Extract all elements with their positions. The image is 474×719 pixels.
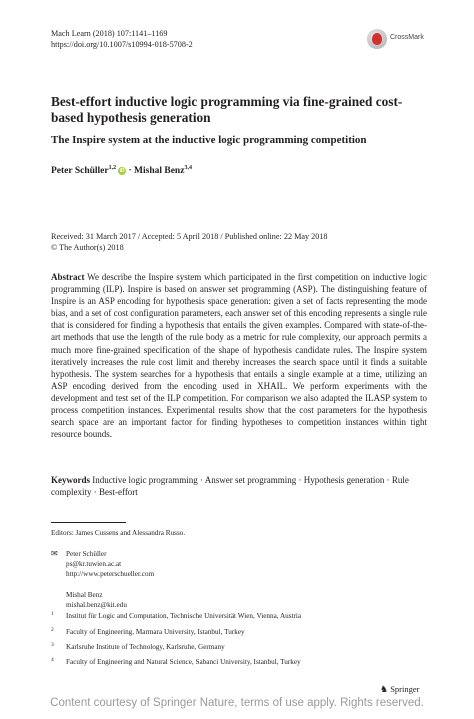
journal-citation: Mach Learn (2018) 107:1141–1169 xyxy=(51,29,168,38)
affiliation-text: Karlsruhe Institute of Technology, Karlsruhe, Germany xyxy=(66,643,225,651)
affiliation-text: Faculty of Engineering and Natural Science, Sabanci University, Istanbul, Turkey xyxy=(66,658,301,666)
doi-link[interactable]: https://doi.org/10.1007/s10994-018-5708-2 xyxy=(51,39,193,49)
paper-subtitle: The Inspire system at the inductive logic programming competition xyxy=(51,134,367,146)
corr-website[interactable]: http://www.peterschueller.com xyxy=(66,570,155,579)
abstract-section xyxy=(51,271,427,440)
journal-header xyxy=(51,29,193,50)
crossmark-badge[interactable] xyxy=(367,29,437,51)
copyright-notice: © The Author(s) 2018 xyxy=(51,242,124,252)
crossmark-icon xyxy=(367,29,387,49)
corr-spacer xyxy=(66,580,154,590)
orcid-icon[interactable]: iD xyxy=(119,168,125,175)
footnote-divider xyxy=(51,522,126,523)
publication-dates xyxy=(51,232,328,253)
affiliation-number: 1 xyxy=(51,611,54,617)
corr-email[interactable]: ps@kr.tuwien.ac.at xyxy=(66,560,122,569)
affiliation-number: 3 xyxy=(51,642,54,648)
keywords-text: Inductive logic programming · Answer set programming · Hypothesis generation · Rule complexity · Best-effort xyxy=(51,475,409,498)
author-name: Peter Schüller xyxy=(51,166,109,177)
affiliation-text: Institut für Logic and Computation, Technische Universität Wien, Vienna, Austria xyxy=(66,612,302,620)
affiliation-number: 2 xyxy=(51,627,54,633)
keywords-section xyxy=(51,474,427,498)
courtesy-notice[interactable]: Content courtesy of Springer Nature, terms of use apply. Rights reserved. xyxy=(50,697,424,709)
publisher-name: Springer xyxy=(390,684,420,694)
history-dates: Received: 31 March 2017 / Accepted: 5 April 2018 / Published online: 22 May 2018 xyxy=(51,232,328,241)
corr-name: Mishal Benz xyxy=(66,590,103,599)
corr-name: Peter Schüller xyxy=(66,550,107,558)
abstract-label: Abstract xyxy=(51,272,85,282)
affiliation-text: Faculty of Engineering, Marmara University, Istanbul, Turkey xyxy=(66,628,245,636)
paper-title: Best-effort inductive logic programming via fine-grained cost-based hypothesis generation xyxy=(51,94,403,125)
editors-note: Editors: James Cussens and Alessandra Russo. xyxy=(51,529,186,537)
author-affil-marker: 3,4 xyxy=(184,165,192,171)
author-name: Mishal Benz xyxy=(134,166,185,177)
author-affil-marker: 1,2 xyxy=(108,165,117,171)
author-separator: · xyxy=(128,166,132,177)
keywords-label: Keywords xyxy=(51,475,90,485)
author-line xyxy=(51,165,192,176)
corr-email[interactable]: mishal.benz@kit.edu xyxy=(66,601,127,609)
affiliation-number: 4 xyxy=(51,657,54,663)
springer-horse-icon: ♞ xyxy=(380,685,389,695)
publisher-logo xyxy=(380,684,419,695)
abstract-text: We describe the Inspire system which participated in the first competition on inductive logic programming (ILP). Inspire is based on answer set programming (ASP). The distinguishing feature of Inspire is an ASP encoding for hypothesis space generation: given a set of facts representing the mode bias, and a set of cost configuration parameters, each answer set of this encoding represents a single rule that is considered for finding a hypothesis that entails the given examples. Compared with state-of-the-art methods that use the length of the rule body as a metric for rule complexity, our approach permits a much more fine-grained specification of the shape of hypothesis candidate rules. The Inspire system iteratively increases the rule cost limit and thereby increases the search space until it finds a suitable hypothesis. The system searches for a hypothesis that entails a single example at a time, utilizing an ASP encoding derived from the encoding used in XHAIL. We perform experiments with the development and test set of the ILP competition. For comparison we also adapted the ILASP system to process competition instances. Experimental results show that the cost parameters for the hypothesis search space are an important factor for finding hypotheses to competition instances within tight resource bounds. xyxy=(51,272,428,440)
envelope-icon: ✉ xyxy=(51,549,58,558)
crossmark-label: CrossMark xyxy=(390,34,424,41)
